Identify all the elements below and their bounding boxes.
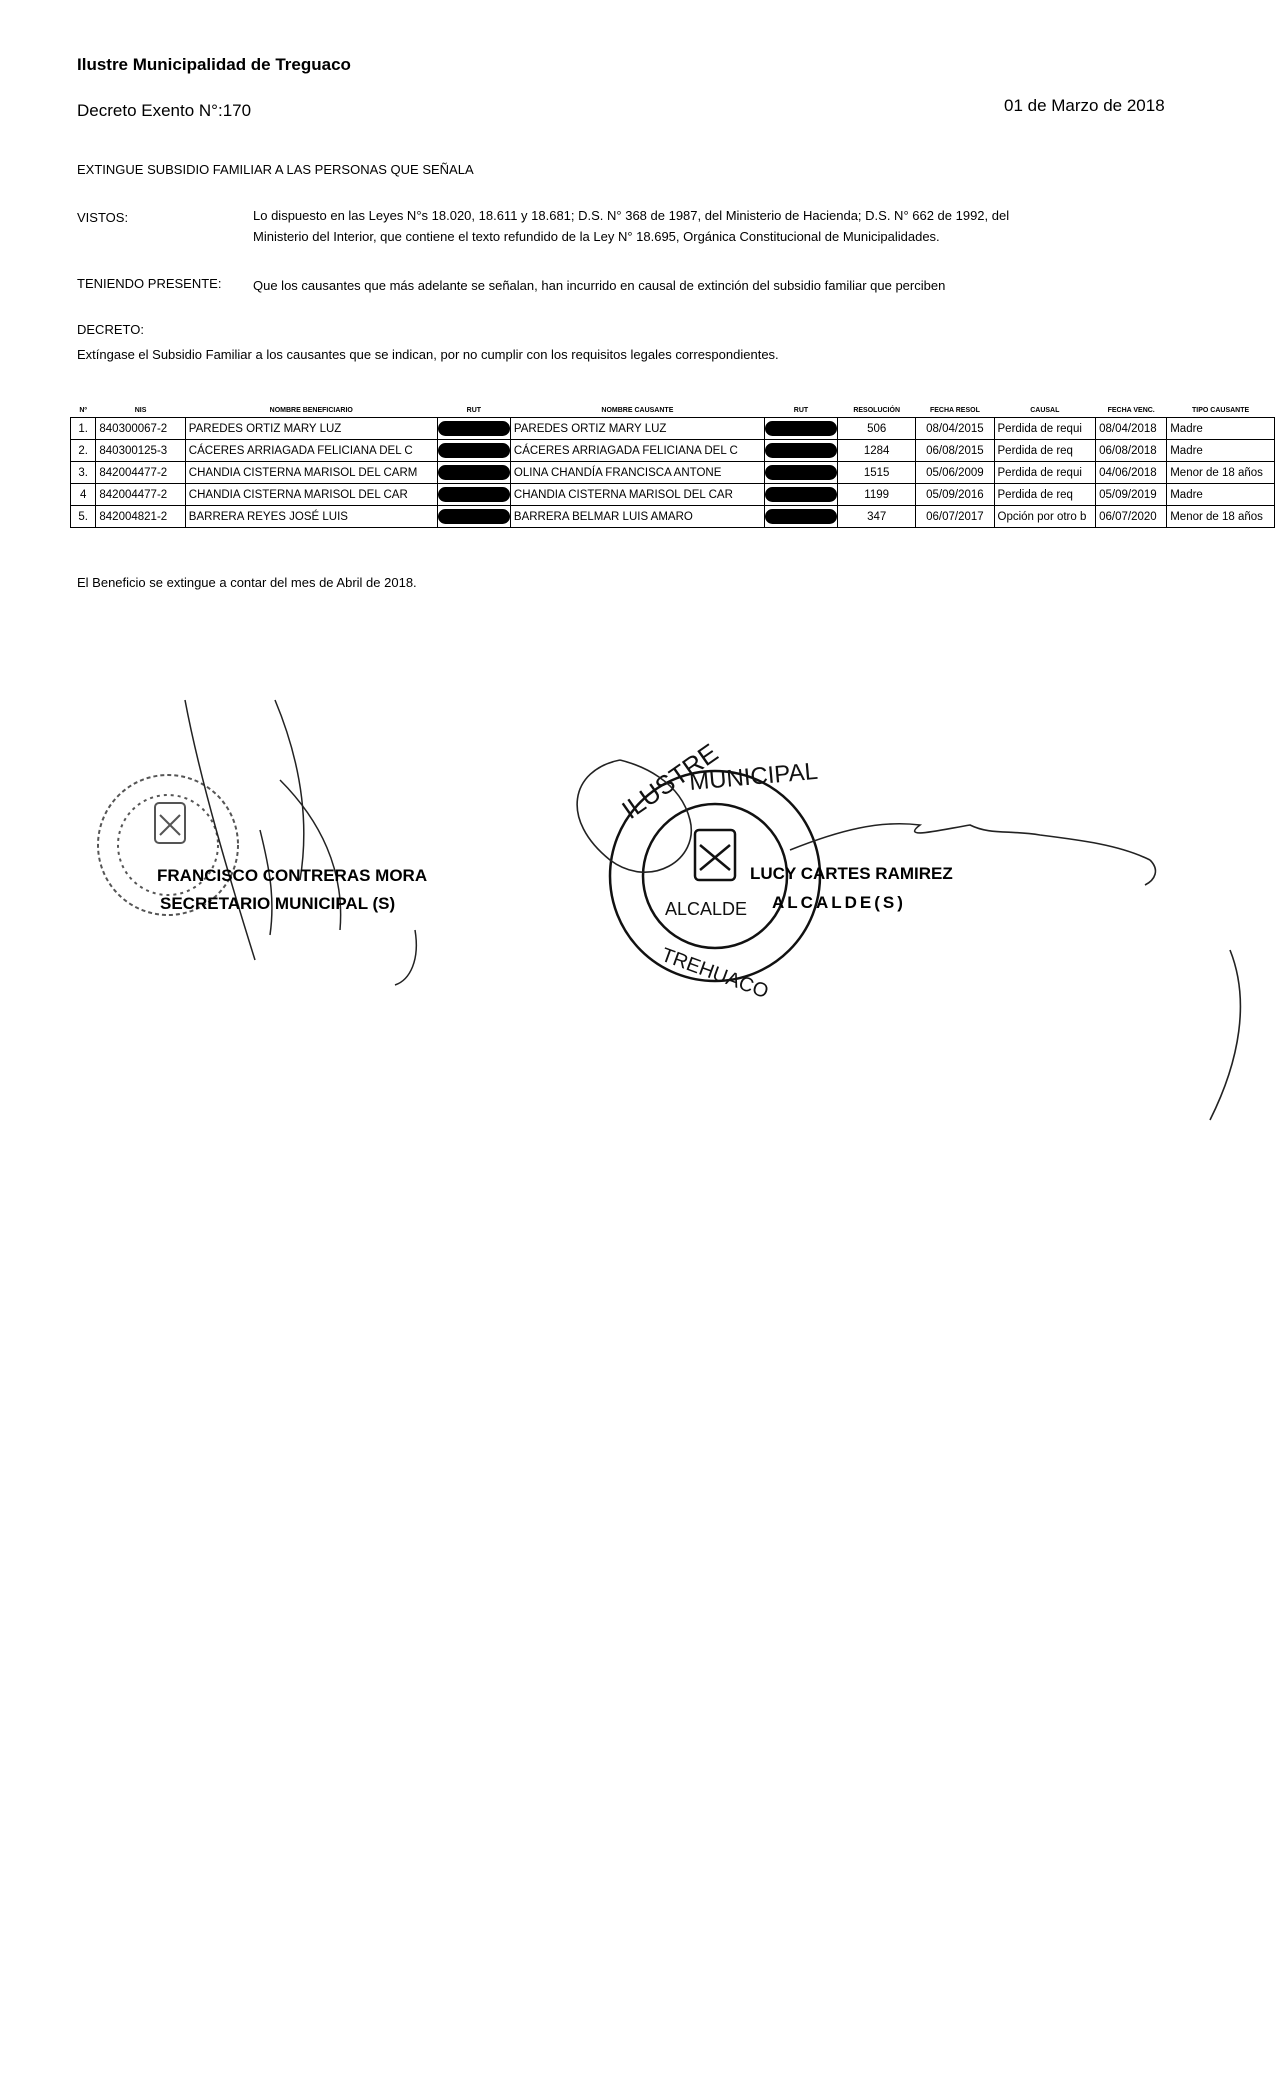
cell-fecha-venc: 06/07/2020 (1096, 506, 1167, 528)
right-signatory-title: ALCALDE(S) (772, 893, 906, 912)
cell-fecha-resol: 06/07/2017 (916, 506, 994, 528)
col-header-fecha-venc: FECHA VENC. (1096, 403, 1167, 418)
cell-causal: Perdida de requi (994, 462, 1096, 484)
col-header-beneficiario: NOMBRE BENEFICIARIO (185, 403, 437, 418)
cell-nis: 840300125-3 (96, 440, 185, 462)
left-signature (185, 700, 416, 985)
left-signatory-title: SECRETARIO MUNICIPAL (S) (160, 894, 396, 913)
cell-beneficiario: CHANDIA CISTERNA MARISOL DEL CARM (185, 462, 437, 484)
cell-fecha-resol: 05/06/2009 (916, 462, 994, 484)
svg-text:MUNICIPAL: MUNICIPAL (688, 757, 819, 796)
cell-nis: 842004477-2 (96, 462, 185, 484)
cell-n: 4 (71, 484, 96, 506)
teniendo-text: Que los causantes que más adelante se señalan, han incurrido en causal de extinción del subsidio familiar que perciben (253, 278, 946, 293)
cell-causante: BARRERA BELMAR LUIS AMARO (510, 506, 764, 528)
cell-resolucion: 1199 (838, 484, 916, 506)
cell-causante: CHANDIA CISTERNA MARISOL DEL CAR (510, 484, 764, 506)
col-header-causal: CAUSAL (994, 403, 1096, 418)
cell-beneficiario: CÁCERES ARRIAGADA FELICIANA DEL C (185, 440, 437, 462)
cell-nis: 840300067-2 (96, 418, 185, 440)
col-header-fecha-resol: FECHA RESOL (916, 403, 994, 418)
cell-n: 3. (71, 462, 96, 484)
cell-fecha-venc: 06/08/2018 (1096, 440, 1167, 462)
cell-causal: Perdida de req (994, 484, 1096, 506)
col-header-nis: NIS (96, 403, 185, 418)
cell-tipo: Menor de 18 años (1167, 462, 1275, 484)
decreto-label: DECRETO: (77, 322, 144, 337)
teniendo-label: TENIENDO PRESENTE: (77, 276, 222, 291)
decreto-text: Extíngase el Subsidio Familiar a los causantes que se indican, por no cumplir con los requisitos legales correspondientes. (77, 347, 779, 362)
cell-causante: OLINA CHANDÍA FRANCISCA ANTONE (510, 462, 764, 484)
vistos-line-2: Ministerio del Interior, que contiene el texto refundido de la Ley N° 18.695, Orgánica Constitucional de Municipalidades. (253, 229, 940, 244)
cell-tipo: Madre (1167, 440, 1275, 462)
cell-causante: PAREDES ORTIZ MARY LUZ (510, 418, 764, 440)
extinction-note: El Beneficio se extingue a contar del mes de Abril de 2018. (77, 575, 417, 590)
col-header-n: Nº (71, 403, 96, 418)
cell-beneficiario: CHANDIA CISTERNA MARISOL DEL CAR (185, 484, 437, 506)
col-header-rut-causante: RUT (764, 403, 837, 418)
cell-fecha-resol: 05/09/2016 (916, 484, 994, 506)
svg-text:ILUSTRE: ILUSTRE (616, 737, 724, 825)
col-header-tipo: TIPO CAUSANTE (1167, 403, 1275, 418)
cell-fecha-resol: 08/04/2015 (916, 418, 994, 440)
cell-resolucion: 1515 (838, 462, 916, 484)
cell-causal: Opción por otro b (994, 506, 1096, 528)
cell-fecha-venc: 05/09/2019 (1096, 484, 1167, 506)
cell-causante: CÁCERES ARRIAGADA FELICIANA DEL C (510, 440, 764, 462)
cell-beneficiario: BARRERA REYES JOSÉ LUIS (185, 506, 437, 528)
cell-beneficiario: PAREDES ORTIZ MARY LUZ (185, 418, 437, 440)
cell-tipo: Madre (1167, 418, 1275, 440)
cell-fecha-venc: 04/06/2018 (1096, 462, 1167, 484)
left-signatory-name: FRANCISCO CONTRERAS MORA (157, 866, 428, 885)
vistos-label: VISTOS: (77, 210, 129, 225)
right-signatory-name: LUCY CARTES RAMIREZ (750, 864, 953, 883)
col-header-resolucion: RESOLUCIÓN (838, 403, 916, 418)
decreto-number: Decreto Exento N°:170 (77, 101, 252, 120)
cell-causal: Perdida de req (994, 440, 1096, 462)
cell-n: 5. (71, 506, 96, 528)
cell-resolucion: 506 (838, 418, 916, 440)
svg-text:ALCALDE: ALCALDE (665, 899, 748, 919)
document-date: 01 de Marzo de 2018 (1004, 96, 1165, 115)
cell-tipo: Madre (1167, 484, 1275, 506)
col-header-rut-beneficiario: RUT (437, 403, 510, 418)
organization-title: Ilustre Municipalidad de Treguaco (77, 55, 351, 74)
cell-nis: 842004477-2 (96, 484, 185, 506)
cell-n: 1. (71, 418, 96, 440)
svg-text:TREHUACO: TREHUACO (658, 944, 772, 1004)
document-subject: EXTINGUE SUBSIDIO FAMILIAR A LAS PERSONAS QUE SEÑALA (77, 162, 474, 177)
cell-resolucion: 1284 (838, 440, 916, 462)
cell-causal: Perdida de requi (994, 418, 1096, 440)
cell-nis: 842004821-2 (96, 506, 185, 528)
cell-n: 2. (71, 440, 96, 462)
cell-fecha-resol: 06/08/2015 (916, 440, 994, 462)
cell-fecha-venc: 08/04/2018 (1096, 418, 1167, 440)
cell-tipo: Menor de 18 años (1167, 506, 1275, 528)
col-header-causante: NOMBRE CAUSANTE (510, 403, 764, 418)
cell-resolucion: 347 (838, 506, 916, 528)
vistos-line-1: Lo dispuesto en las Leyes N°s 18.020, 18.611 y 18.681; D.S. N° 368 de 1987, del Ministerio de Hacienda; D.S. N° 662 de 1992, del (253, 208, 1010, 223)
